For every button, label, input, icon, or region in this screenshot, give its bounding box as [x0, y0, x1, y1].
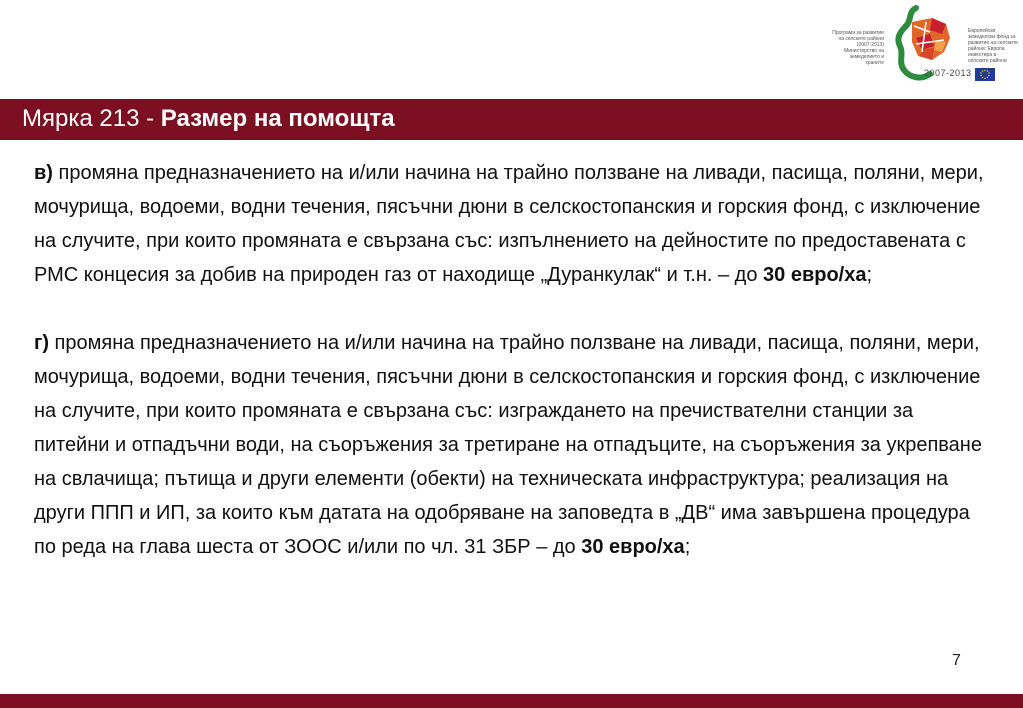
bottom-bar	[0, 694, 1023, 708]
paragraph-end: ;	[684, 536, 691, 558]
paragraph-gap	[34, 292, 994, 326]
paragraph-label: г)	[34, 332, 49, 354]
title-bar	[0, 99, 1023, 140]
logo-caption-right: Европейски земеделски фонд за развитие на селските райони: Европа инвестира в селските райони	[968, 28, 1018, 64]
paragraph-g	[34, 326, 994, 564]
logo-caption-left: Програма за развитие на селските райони (2007-2013) Министерство на земеделието и храните	[832, 30, 884, 66]
eu-flag-icon	[975, 68, 995, 81]
program-logo	[820, 4, 1020, 92]
paragraph-label: в)	[34, 162, 53, 184]
paragraph-amount: 30 евро/ха	[581, 536, 685, 558]
slide-title	[22, 105, 395, 133]
paragraph-text: промяна предназначението на и/или начина на трайно ползване на ливади, пасища, поляни, мери, мочурища, водоеми, водни течения, пясъчни дюни в селскостопанския и горския фонд, с изключение на случите, при които промяната е свързана със: изпълнението на дейностите по предоставената с РМС концесия за добив на природен газ от находище „Дуранкулак“ и т.н. – до	[34, 162, 984, 286]
paragraph-v	[34, 156, 994, 292]
page-number: 7	[952, 652, 961, 669]
slide-body	[34, 156, 994, 564]
slide-title-main: Размер на помощта	[160, 105, 395, 132]
paragraph-amount: 30 евро/ха	[763, 264, 867, 286]
paragraph-end: ;	[866, 264, 873, 286]
paragraph-text: промяна предназначението на и/или начина на трайно ползване на ливади, пасища, поляни, мери, мочурища, водоеми, водни течения, пясъчни дюни в селскостопанския и горския фонд, с изключение на случите, при които промяната е свързана със: изграждането на пречиствателни станции за питейни и отпадъчни води, на съоръжения за третиране на отпадъците, на съоръжения за укрепване на свлачища; пътища и други елементи (обекти) на техническата инфраструктура; реализация на други ППП и ИП, за които към датата на одобряване на заповедта в „ДВ“ има завършена процедура по реда на глава шеста от ЗООС и/или по чл. 31 ЗБР – до	[34, 332, 982, 558]
logo-years: 2007-2013	[924, 68, 972, 78]
slide-title-prefix: Мярка 213 -	[22, 105, 161, 132]
